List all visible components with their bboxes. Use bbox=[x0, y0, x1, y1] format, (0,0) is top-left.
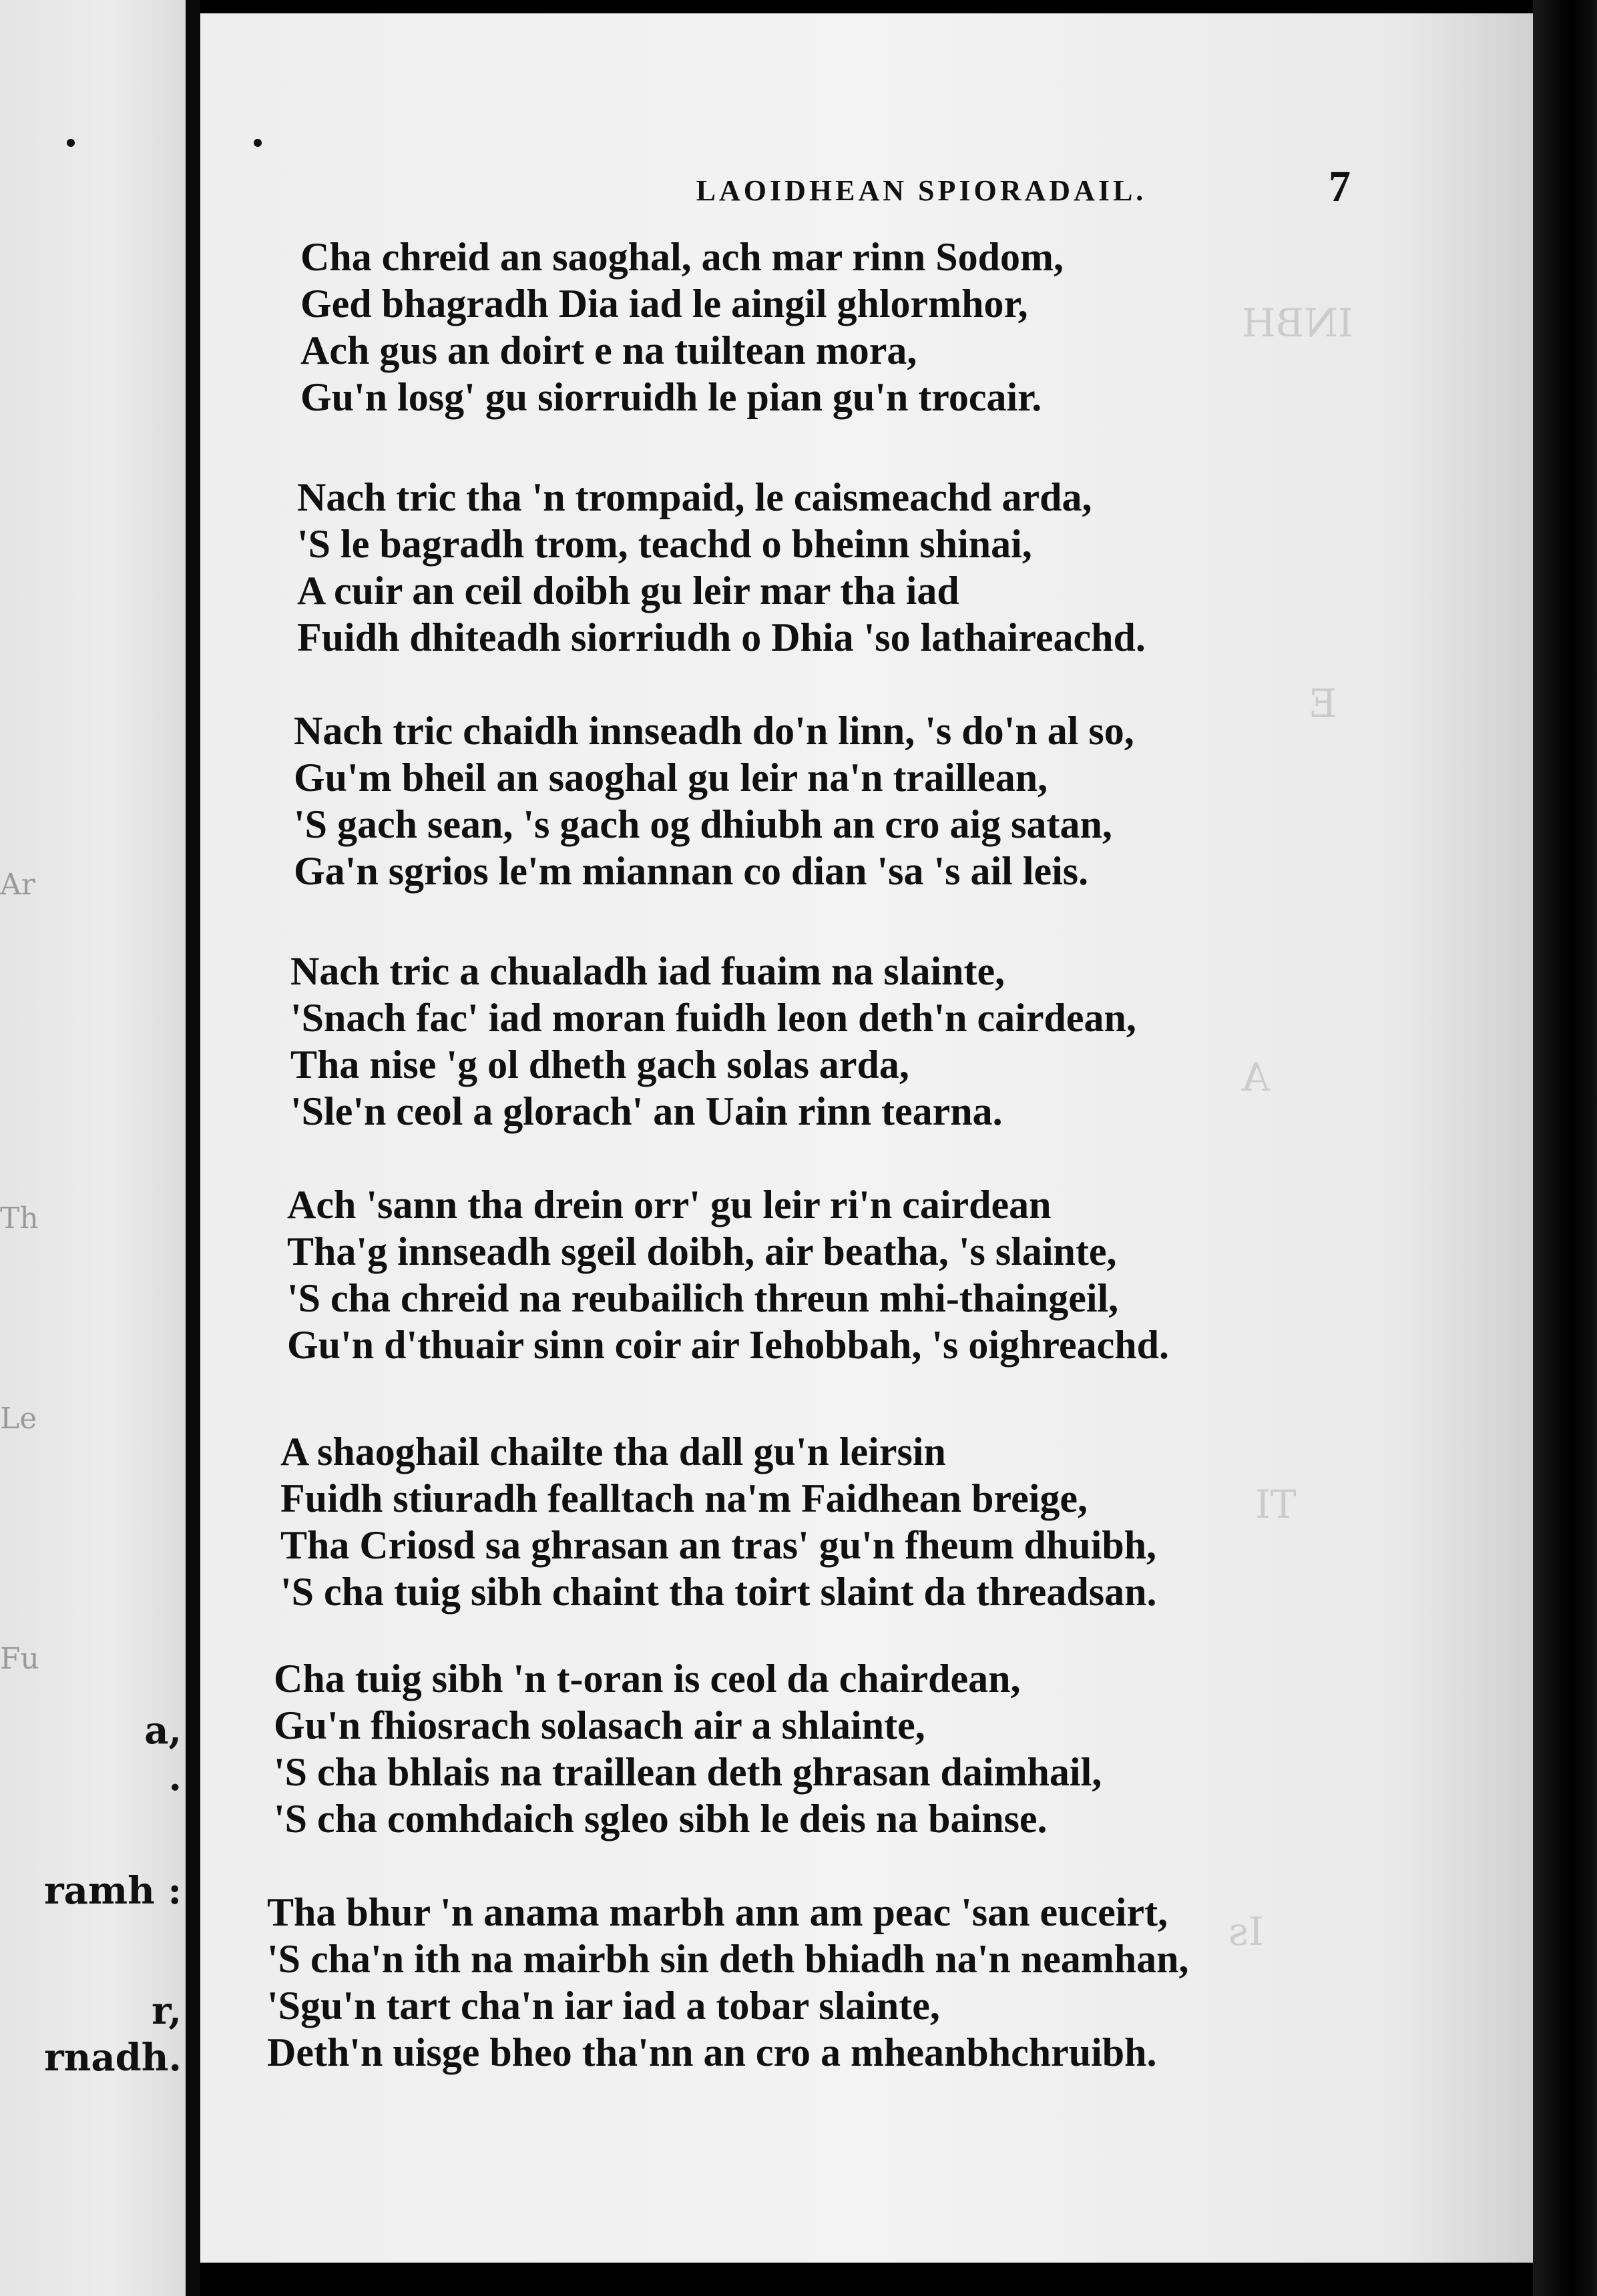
left-page-fragment: . bbox=[168, 1755, 182, 1799]
verse-line: Ach 'sann tha drein orr' gu leir ri'n cairdean bbox=[287, 1183, 1052, 1227]
page-edge-shadow bbox=[1533, 0, 1597, 2296]
running-head: LAOIDHEAN SPIORADAIL. bbox=[696, 174, 1147, 207]
verse-line: A cuir an ceil doibh gu leir mar tha iad bbox=[297, 569, 959, 613]
verse-line: Fuidh dhiteadh siorriudh o Dhia 'so lathaireachd. bbox=[297, 615, 1146, 659]
verse-line: 'S cha'n ith na mairbh sin deth bhiadh na'n neamhan, bbox=[267, 1937, 1189, 1981]
verse-line: Gu'n d'thuair sinn coir air Iehobbah, 's oighreachd. bbox=[287, 1323, 1169, 1367]
verse-line: 'S cha comhdaich sgleo sibh le deis na bainse. bbox=[274, 1797, 1048, 1841]
stanza bbox=[290, 948, 1425, 1135]
verse-line: Cha chreid an saoghal, ach mar rinn Sodom, bbox=[300, 235, 1064, 279]
verse-line: Ga'n sgrios le'm miannan co dian 'sa 's ail leis. bbox=[294, 849, 1089, 893]
left-page-fragment: ramh : bbox=[44, 1869, 182, 1913]
stanza bbox=[267, 1889, 1402, 2076]
book-gutter bbox=[186, 0, 200, 2296]
verse-line: Gu'n losg' gu siorruidh le pian gu'n trocair. bbox=[300, 375, 1042, 419]
verse-line: A shaoghail chailte tha dall gu'n leirsin bbox=[280, 1430, 946, 1474]
poem-body bbox=[200, 13, 1533, 2263]
verse-line: 'Sgu'n tart cha'n iar iad a tobar slainte, bbox=[267, 1984, 940, 2028]
verse-line: Ged bhagradh Dia iad le aingil ghlormhor, bbox=[300, 282, 1028, 326]
verse-line: Cha tuig sibh 'n t-oran is ceol da chairdean, bbox=[274, 1657, 1021, 1701]
verse-line: Fuidh stiuradh fealltach na'm Faidhean breige, bbox=[280, 1476, 1088, 1520]
stanza bbox=[287, 1181, 1422, 1368]
verse-line: 'Sle'n ceol a glorach' an Uain rinn tearna. bbox=[290, 1089, 1003, 1133]
left-page-fragment: a, bbox=[144, 1709, 182, 1753]
left-page-mark bbox=[67, 139, 75, 147]
verse-line: Gu'n fhiosrach solasach air a shlainte, bbox=[274, 1703, 925, 1747]
verse-line: Tha Criosd sa ghrasan an tras' gu'n fheum dhuibh, bbox=[280, 1523, 1157, 1567]
verse-line: Ach gus an doirt e na tuiltean mora, bbox=[300, 328, 917, 372]
verse-line: 'S gach sean, 's gach og dhiubh an cro aig satan, bbox=[294, 802, 1112, 846]
verse-line: Tha'g innseadh sgeil doibh, air beatha, 's slainte, bbox=[287, 1229, 1117, 1273]
verse-line: Nach tric chaidh innseadh do'n linn, 's do'n al so, bbox=[294, 709, 1134, 753]
stanza bbox=[300, 234, 1435, 420]
verse-line: 'Snach fac' iad moran fuidh leon deth'n cairdean, bbox=[290, 996, 1136, 1040]
stanza bbox=[294, 707, 1429, 894]
page-number: 7 bbox=[1329, 162, 1351, 211]
book-page: INBH E A TI Is LAOIDHEAN SPIORADAIL. 7 Cha chreid an saoghal, ach mar rinn Sodom, Ged bhagradh Dia iad le aingil ghlormhor, Ach gus an doirt e na tuiltean mora, Gu'n losg' gu siorruidh le pian gu'n trocair. Nach tric tha 'n trompaid, le caismeachd arda, 'S le bagradh trom, teachd o bheinn shinai, A cuir an ceil doibh gu leir mar tha iad Fuidh dhiteadh siorriudh o Dhia 'so lathaireachd. Nach tric chaidh innseadh do'n linn, 's do'n al so, Gu'm bheil an saoghal gu leir na'n traillean, 'S gach sean, 's gach og dhiubh an cro aig satan, Ga'n sgrios le'm miannan co dian 'sa 's ail leis. Nach tric a chualadh iad fuaim na slainte, 'Snach fac' iad moran fuidh leon deth'n cairdean, Tha nise 'g ol dheth gach solas arda, 'Sle'n ceol a glorach' an Uain rinn tearna. Ach 'sann tha drein orr' gu leir ri'n cairdean Tha'g innseadh sgeil doibh, air beatha, 's slainte, 'S cha chreid na reubailich threun mhi-thaingeil, Gu'n d'thuair sinn coir air Iehobbah, 's oighreachd. A shaoghail chailte tha dall gu'n leirsin Fuidh stiuradh fealltach na'm Faidhean breige, Tha Criosd sa ghrasan an tras' gu'n fheum dhuibh, 'S cha tuig sibh chaint tha toirt slaint da threadsan. Cha tuig sibh 'n t-oran is ceol da chairdean, Gu'n fhiosrach solasach air a shlainte, 'S cha bhlais na traillean deth ghrasan daimhail, 'S cha comhdaich sgleo sibh le deis na bainse. Tha bhur 'n anama marbh ann am peac 'san euceirt, 'S cha'n ith na mairbh sin deth bhiadh na'n neamhan, 'Sgu'n tart cha'n iar iad a tobar slainte, Deth'n uisge bheo tha'nn an cro a mheanbhchruibh. bbox=[200, 13, 1533, 2263]
verse-line: Gu'm bheil an saoghal gu leir na'n traillean, bbox=[294, 756, 1048, 800]
left-page-fragment: rnadh. bbox=[44, 2036, 182, 2080]
verse-line: 'S le bagradh trom, teachd o bheinn shinai, bbox=[297, 522, 1032, 566]
verse-line: 'S cha chreid na reubailich threun mhi-thaingeil, bbox=[287, 1276, 1119, 1320]
verse-line: 'S cha bhlais na traillean deth ghrasan daimhail, bbox=[274, 1750, 1102, 1794]
stanza bbox=[274, 1655, 1409, 1842]
verse-line: Nach tric tha 'n trompaid, le caismeachd arda, bbox=[297, 475, 1092, 519]
left-facing-page: Ar Th Le Fu a, . ramh : r, rnadh. bbox=[0, 0, 186, 2296]
verse-line: 'S cha tuig sibh chaint tha toirt slaint da threadsan. bbox=[280, 1570, 1157, 1614]
verse-line: Nach tric a chualadh iad fuaim na slainte, bbox=[290, 949, 1005, 993]
verse-line: Deth'n uisge bheo tha'nn an cro a mheanbhchruibh. bbox=[267, 2030, 1157, 2074]
stanza bbox=[280, 1428, 1415, 1615]
verse-line: Tha nise 'g ol dheth gach solas arda, bbox=[290, 1043, 909, 1087]
stanza bbox=[297, 474, 1432, 661]
left-page-fragment: r, bbox=[152, 1989, 182, 2033]
verse-line: Tha bhur 'n anama marbh ann am peac 'san euceirt, bbox=[267, 1890, 1168, 1934]
